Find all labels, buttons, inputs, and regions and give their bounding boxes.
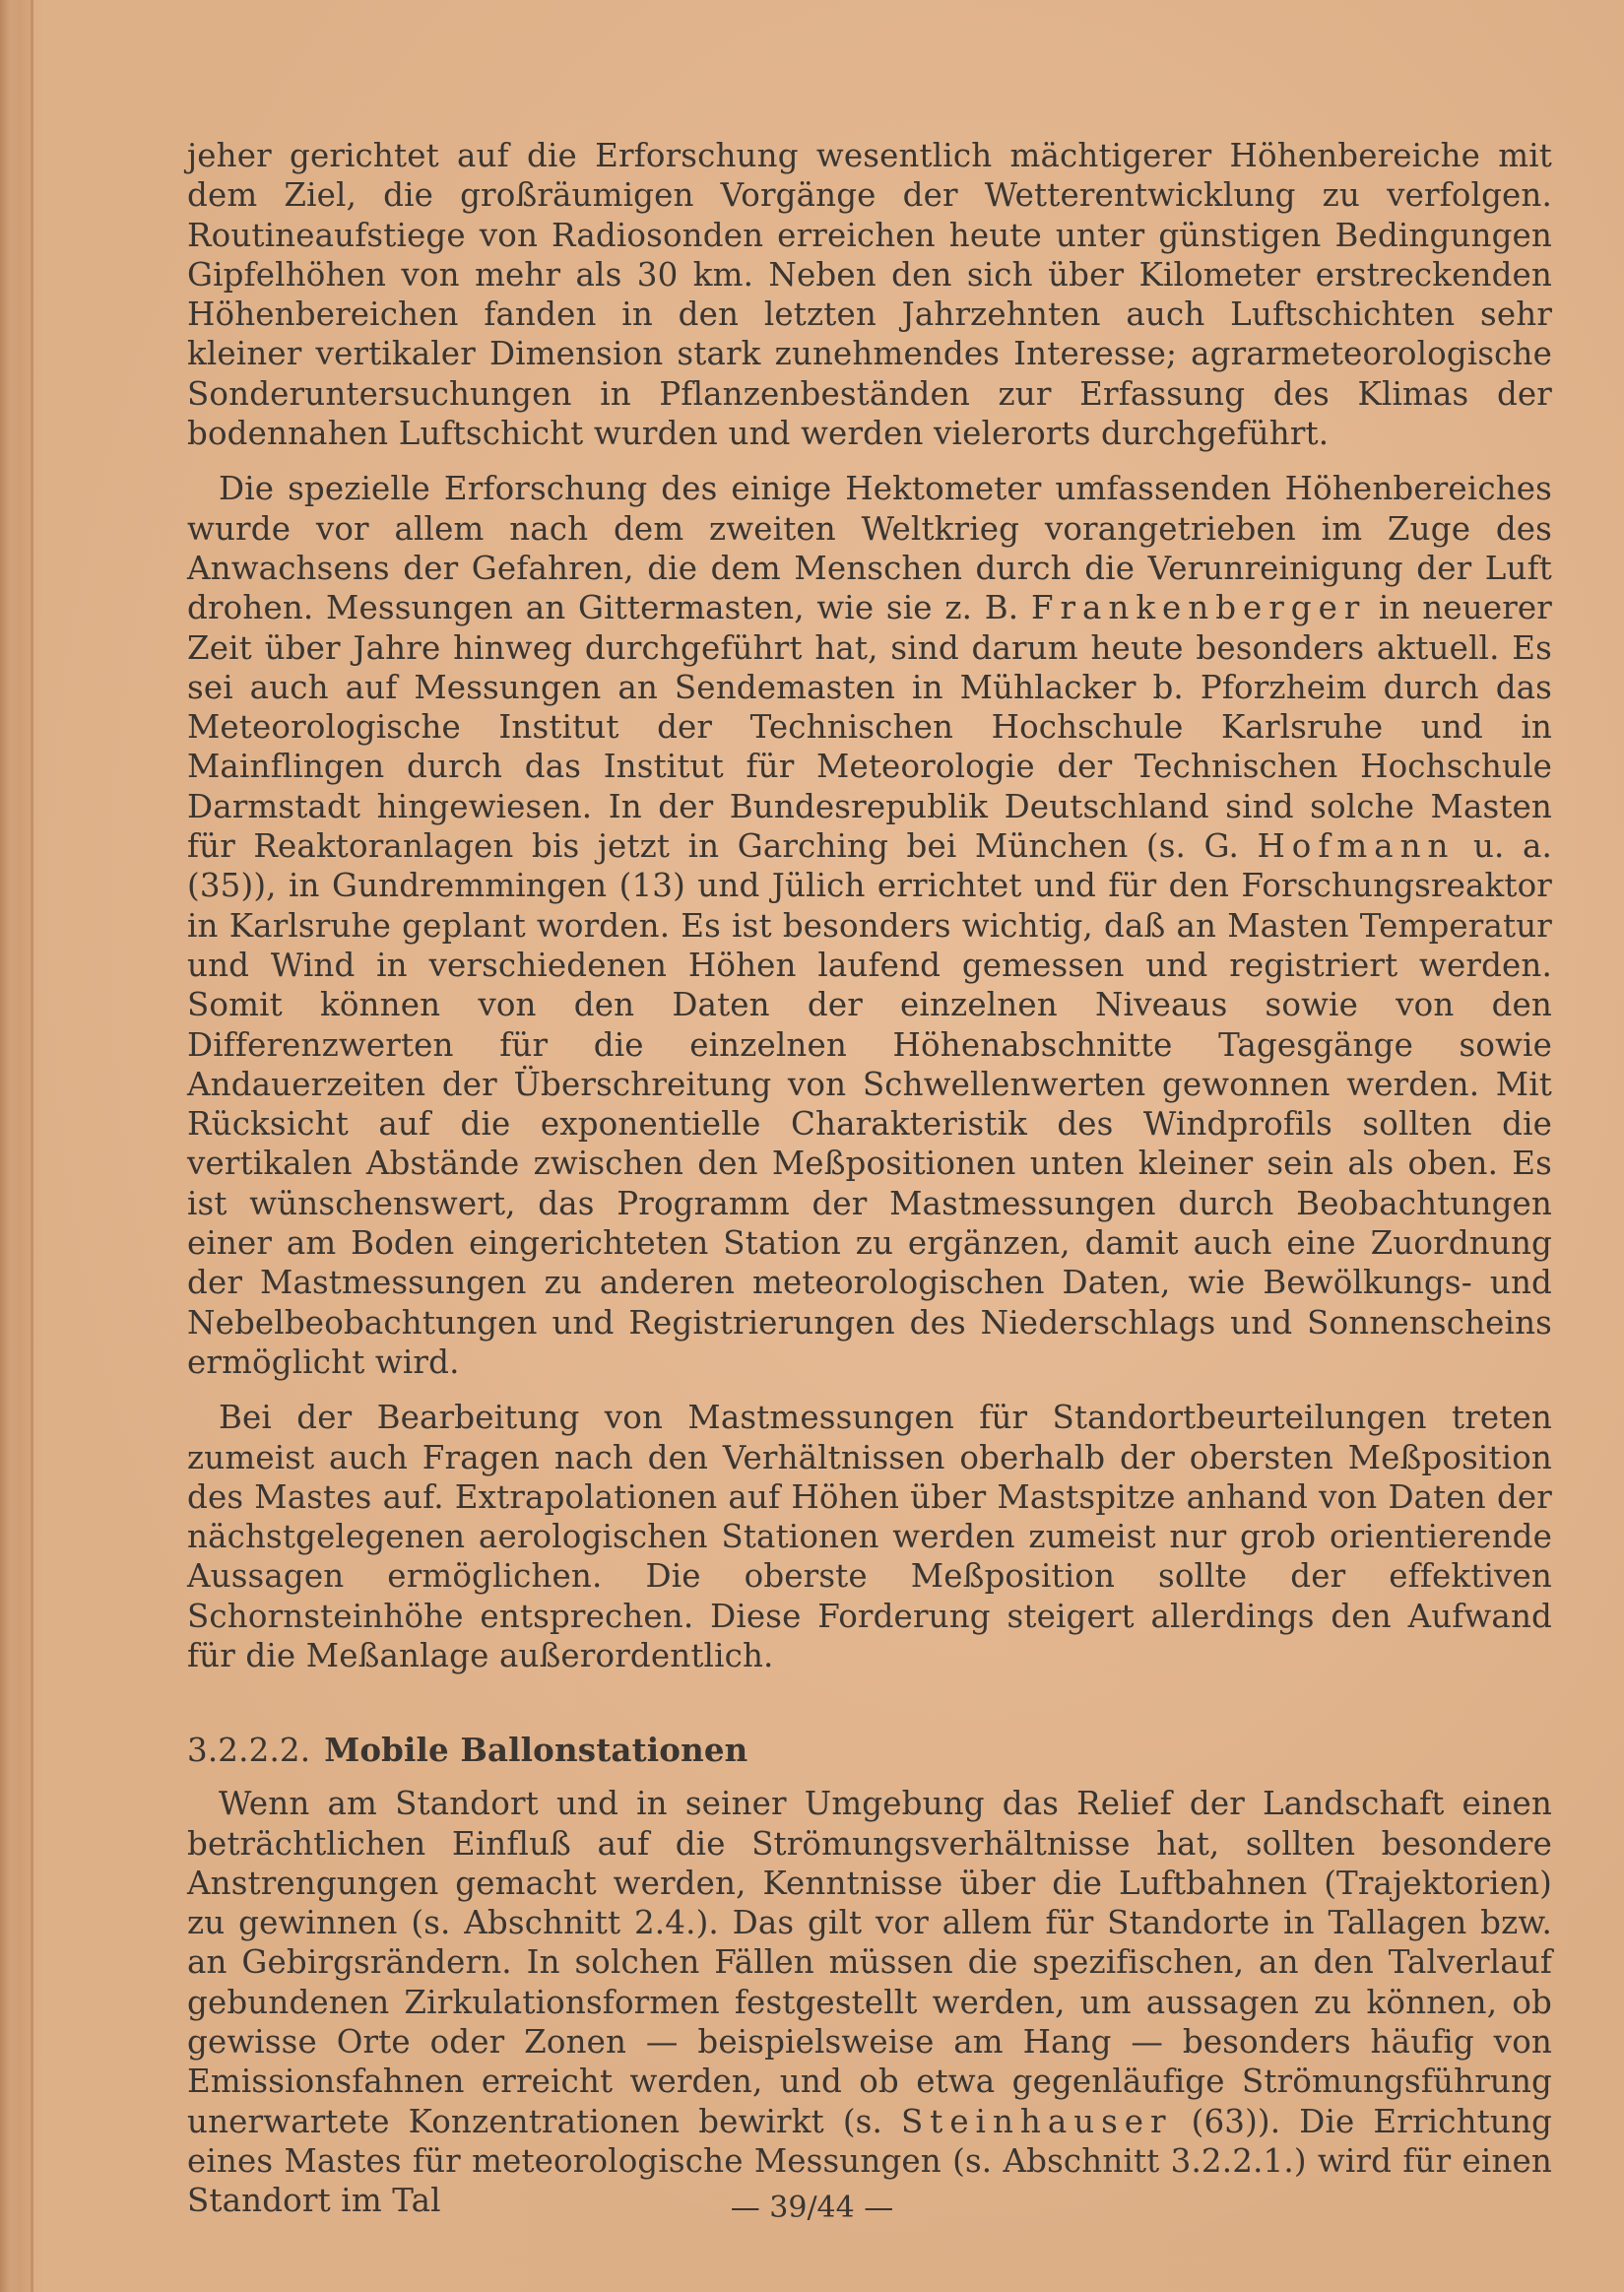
paragraph-text: (63)). Die Errichtung eines Mastes für meteorologische Messungen (s. Abschnitt 3.2.2.1.) wird für einen Standort im Tal	[187, 2102, 1552, 2220]
paragraph-text: u. a. (35)), in Gundremmingen (13) und Jülich errichtet und für den Forschungsreaktor in Karlsruhe geplant worden. Es ist besonders wichtig, daß an Masten Temperatur und Wind in verschiedenen Höhen laufend gemessen und registriert werden. Somit können von den Daten der einzelnen Niveaus sowie von den Differenzwerten für die einzelnen Höhenabschnitte Tagesgänge sowie Andauerzeiten der Überschreitung von Schwellenwerten gewonnen werden. Mit Rücksicht auf die exponentielle Charakteristik des Windprofils sollten die vertikalen Abstände zwischen den Meßpositionen unten kleiner sein als oben. Es ist wünschenswert, das Programm der Mastmessungen durch Beobachtungen einer am Boden eingerichteten Station zu ergänzen, damit auch eine Zuordnung der Mastmessungen zu anderen meteorologischen Daten, wie Bewölkungs- und Nebelbeobachtungen und Registrierungen des Niederschlags und Sonnenscheins ermöglicht wird.	[187, 827, 1552, 1381]
author-name: Steinhauser	[901, 2102, 1173, 2140]
author-name: Hofmann	[1257, 827, 1456, 866]
paragraph-mast-measurements	[187, 469, 1552, 1382]
paragraph-extrapolation	[187, 1398, 1552, 1675]
paragraph-text: Bei der Bearbeitung von Mastmessungen für Standortbeurteilungen treten zumeist auch Fragen nach den Verhältnissen oberhalb der obersten Meßposition des Mastes auf. Extrapolationen auf Höhen über Mastspitze anhand von Daten der nächstgelegenen aerologischen Stationen werden zumeist nur grob orientierende Aussagen ermöglichen. Die oberste Meßposition sollte der effektiven Schornsteinhöhe entsprechen. Diese Forderung steigert allerdings den Aufwand für die Meßanlage außerordentlich.	[187, 1399, 1552, 1674]
page-number: — 39/44 —	[730, 2191, 894, 2225]
page-edge	[0, 0, 33, 2292]
document-body	[187, 136, 1552, 2221]
heading-gap	[187, 1770, 1552, 1784]
paragraph-upper-air-research	[187, 136, 1552, 453]
section-title: Mobile Ballonstationen	[324, 1731, 748, 1770]
paragraph-gap	[187, 1382, 1552, 1398]
paragraph-mobile-balloon	[187, 1784, 1552, 2220]
paragraph-gap	[187, 453, 1552, 469]
section-number: 3.2.2.2.	[187, 1732, 311, 1770]
section-heading	[187, 1731, 1552, 1770]
section-gap	[187, 1675, 1552, 1731]
paragraph-text: Wenn am Standort und in seiner Umgebung das Relief der Landschaft einen beträchtlichen Einfluß auf die Strömungsverhältnisse hat, sollten besondere Anstrengungen gemacht werden, Kenntnisse über die Luftbahnen (Trajektorien) zu gewinnen (s. Abschnitt 2.4.). Das gilt vor allem für Standorte in Tallagen bzw. an Gebirgsrändern. In solchen Fällen müssen die spezifischen, an den Talverlauf gebundenen Zirkulationsformen festgestellt werden, um aussagen zu können, ob gewisse Orte oder Zonen — beispielsweise am Hang — besonders häufig von Emissionsfahnen erreicht werden, und ob etwa gegenläufige Strömungsführung unerwartete Konzentrationen bewirkt (s.	[187, 1785, 1552, 2140]
author-name: Frankenberger	[1030, 589, 1367, 627]
page-edge-line	[31, 0, 33, 2292]
paragraph-text: jeher gerichtet auf die Erforschung wesentlich mächtigerer Höhenbereiche mit dem Ziel, die großräumigen Vorgänge der Wetterentwicklung zu verfolgen. Routineaufstiege von Radiosonden erreichen heute unter günstigen Bedingungen Gipfelhöhen von mehr als 30 km. Neben den sich über Kilometer erstreckenden Höhenbereichen fanden in den letzten Jahrzehnten auch Luftschichten sehr kleiner vertikaler Dimension stark zunehmendes Interesse; agrarmeteorologische Sonderuntersuchungen in Pflanzenbeständen zur Erfassung des Klimas der bodennahen Luftschicht wurden und werden vielerorts durchgeführt.	[187, 137, 1552, 453]
paragraph-text: Die spezielle Erforschung des einige Hektometer umfassenden Höhenbereiches wurde vor allem nach dem zweiten Weltkrieg vorangetrieben im Zuge des Anwachsens der Gefahren, die dem Menschen durch die Verunreinigung der Luft drohen. Messungen an Gittermasten, wie sie z. B.	[187, 470, 1552, 627]
paragraph-text: in neuerer Zeit über Jahre hinweg durchgeführt hat, sind darum heute besonders aktuell. Es sei auch auf Messungen an Sendemasten in Mühlacker b. Pforzheim durch das Meteorologische Institut der Technischen Hochschule Karlsruhe und in Mainflingen durch das Institut für Meteorologie der Technischen Hochschule Darmstadt hingewiesen. In der Bundesrepublik Deutschland sind solche Masten für Reaktoranlagen bis jetzt in Garching bei München (s. G.	[187, 589, 1552, 866]
